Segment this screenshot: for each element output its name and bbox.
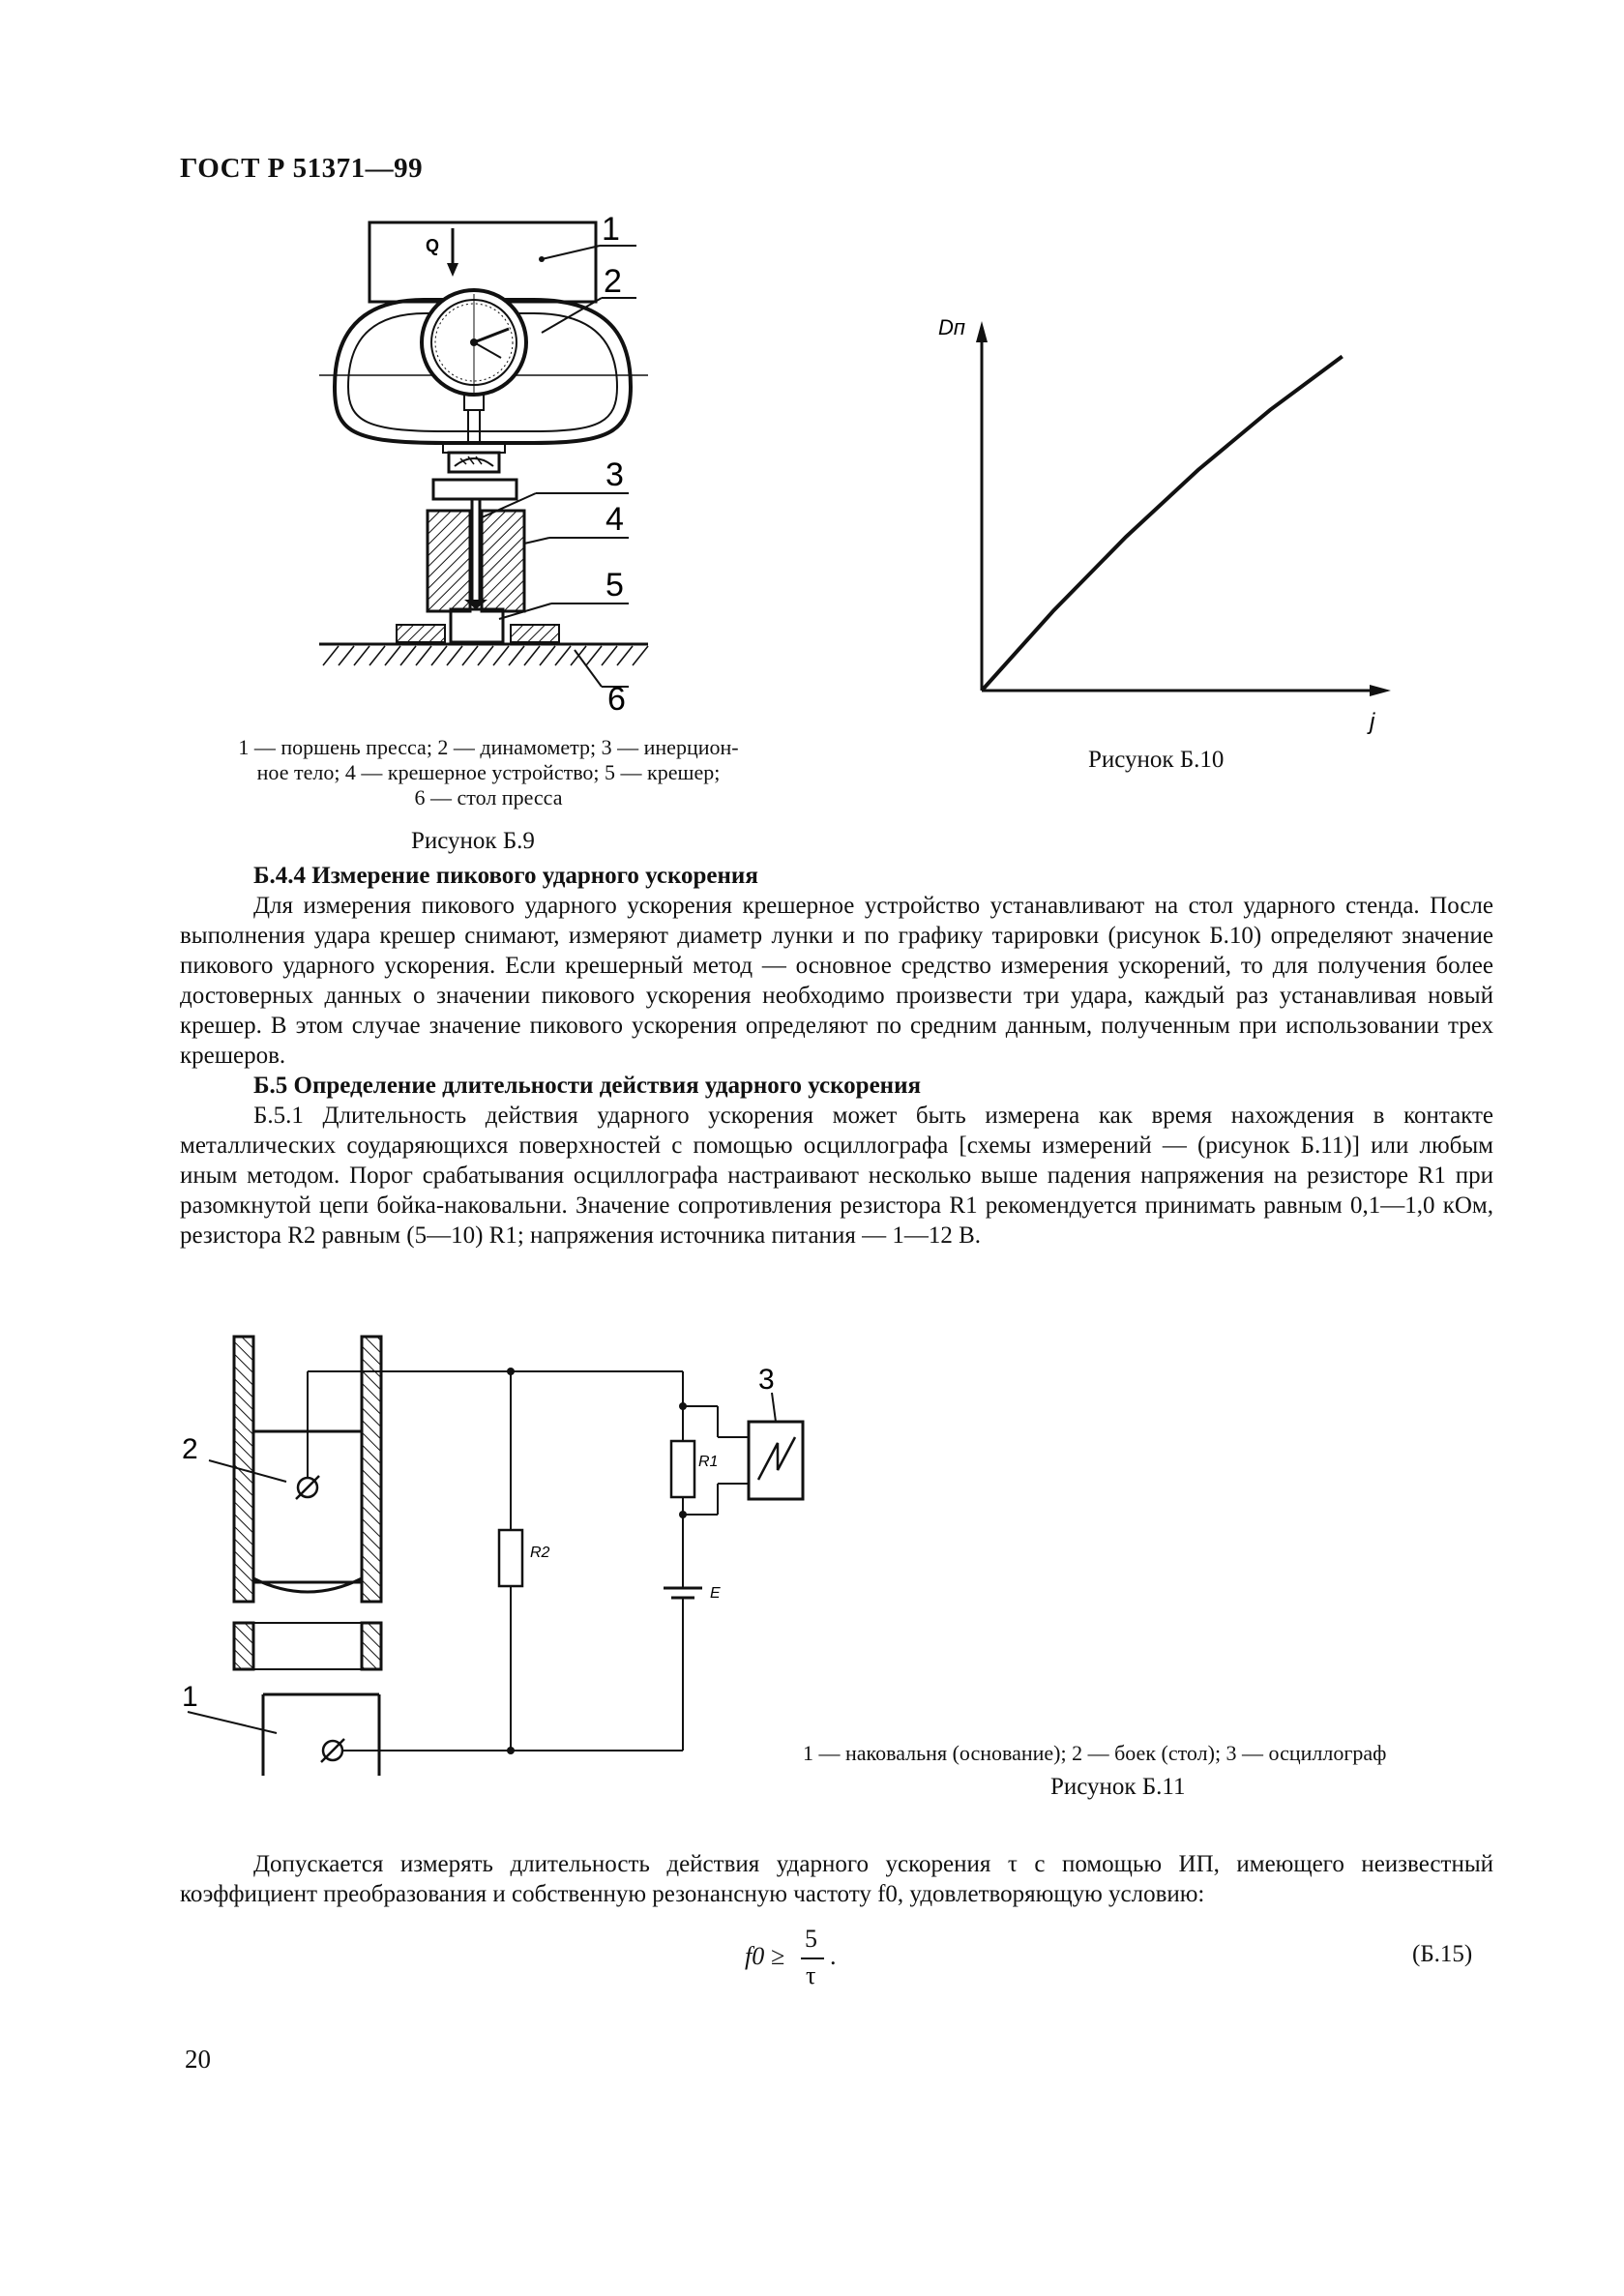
formula-denominator: τ	[806, 1961, 816, 1989]
crusher-device-left	[428, 511, 470, 611]
section-b5-heading: Б.5 Определение длительности действия ударного ускорения	[253, 1073, 922, 1099]
figure-b9-drawing	[310, 203, 658, 721]
label-4: 4	[605, 501, 624, 538]
page-number: 20	[185, 2045, 211, 2074]
figure-b11-legend: 1 — наковальня (основание); 2 — боек (стол); 3 — осциллограф	[803, 1741, 1387, 1765]
main-text	[180, 861, 1493, 1251]
label-1: 1	[182, 1681, 198, 1713]
y-axis-label: Dп	[938, 315, 965, 339]
figure-b9-legend	[174, 735, 803, 810]
label-6: 6	[607, 681, 626, 718]
label-3: 3	[605, 456, 624, 493]
closing-text	[180, 1849, 1493, 1909]
resistor-r1	[671, 1441, 694, 1497]
label-5: 5	[605, 567, 624, 603]
label-1: 1	[602, 211, 620, 248]
label-2: 2	[182, 1433, 198, 1465]
oscilloscope	[749, 1422, 803, 1499]
figure-b11-circuit	[180, 1325, 838, 1809]
label-q: Q	[426, 236, 440, 255]
formula-number: (Б.15)	[1412, 1941, 1473, 1967]
label-r2: R2	[530, 1545, 550, 1561]
label-2: 2	[604, 263, 622, 300]
standard-header: ГОСТ Р 51371—99	[180, 153, 424, 184]
figure-b10-chart	[929, 300, 1403, 735]
label-3: 3	[758, 1364, 775, 1396]
formula-numerator: 5	[805, 1925, 817, 1953]
crusher	[451, 609, 503, 642]
y-axis-arrow	[976, 321, 988, 342]
section-b44-heading: Б.4.4 Измерение пикового ударного ускорения	[253, 863, 758, 889]
resistor-r2	[499, 1530, 522, 1586]
figure-b11-title: Рисунок Б.11	[1050, 1774, 1186, 1800]
calibration-curve	[982, 357, 1343, 692]
figure-b9-title: Рисунок Б.9	[411, 828, 535, 854]
figure-b10-title: Рисунок Б.10	[1088, 747, 1225, 773]
x-axis-label: j	[1370, 709, 1375, 735]
formula-tail: .	[830, 1942, 837, 1970]
formula-lhs: f0 ≥	[745, 1942, 784, 1970]
formula-fraction-bar	[801, 1957, 824, 1959]
section-b44-text: Для измерения пикового ударного ускорения крешерное устройство устанавливают на стол ударного стенда. После выполнения удара крешер снимают, измеряют диаметр лунки и по графику тарировки (рисунок Б.10) определяют значение пикового ударного ускорения. Если крешерный метод — основное средство измерения ускорений, то для получения более достоверных данных о значении пикового ускорения необходимо произвести три удара, каждый раз устанавливая новый крешер. В этом случае значение пикового ускорения определяют по средним данным, полученным при использовании трех крешеров.	[180, 893, 1493, 1069]
x-axis-arrow	[1370, 685, 1391, 696]
label-r1: R1	[698, 1454, 719, 1470]
crusher-device-right	[482, 511, 524, 611]
formula-b15	[745, 1925, 880, 2002]
closing-paragraph: Допускается измерять длительность действия ударного ускорения τ с помощью ИП, имеющего неизвестный коэффициент преобразования и собственную резонансную частоту f0, удовлетворяющую условию:	[180, 1851, 1493, 1907]
section-b51-text: Б.5.1 Длительность действия ударного ускорения может быть измерена как время нахождения в контакте металлических соударяющихся поверхностей с помощью осциллографа [схемы измерений — (рисунок Б.11)] или любым иным методом. Порог срабатывания осциллографа настраивают несколько выше падения напряжения на резисторе R1 при разомкнутой цепи бойка-наковальни. Значение сопротивления резистора R1 рекомендуется принимать равным 0,1—1,0 кОм, резистора R2 равным (5—10) R1; напряжения источника питания — 1—12 В.	[180, 1103, 1493, 1249]
label-e: E	[710, 1585, 721, 1602]
figure-b9-legend-line: 6 — стол пресса	[414, 785, 563, 809]
figure-b9-legend-line: 1 — поршень пресса; 2 — динамометр; 3 — инерцион-	[238, 735, 739, 759]
inertial-body	[433, 480, 517, 499]
figure-b9-legend-line: ное тело; 4 — крешерное устройство; 5 — крешер;	[256, 760, 721, 784]
